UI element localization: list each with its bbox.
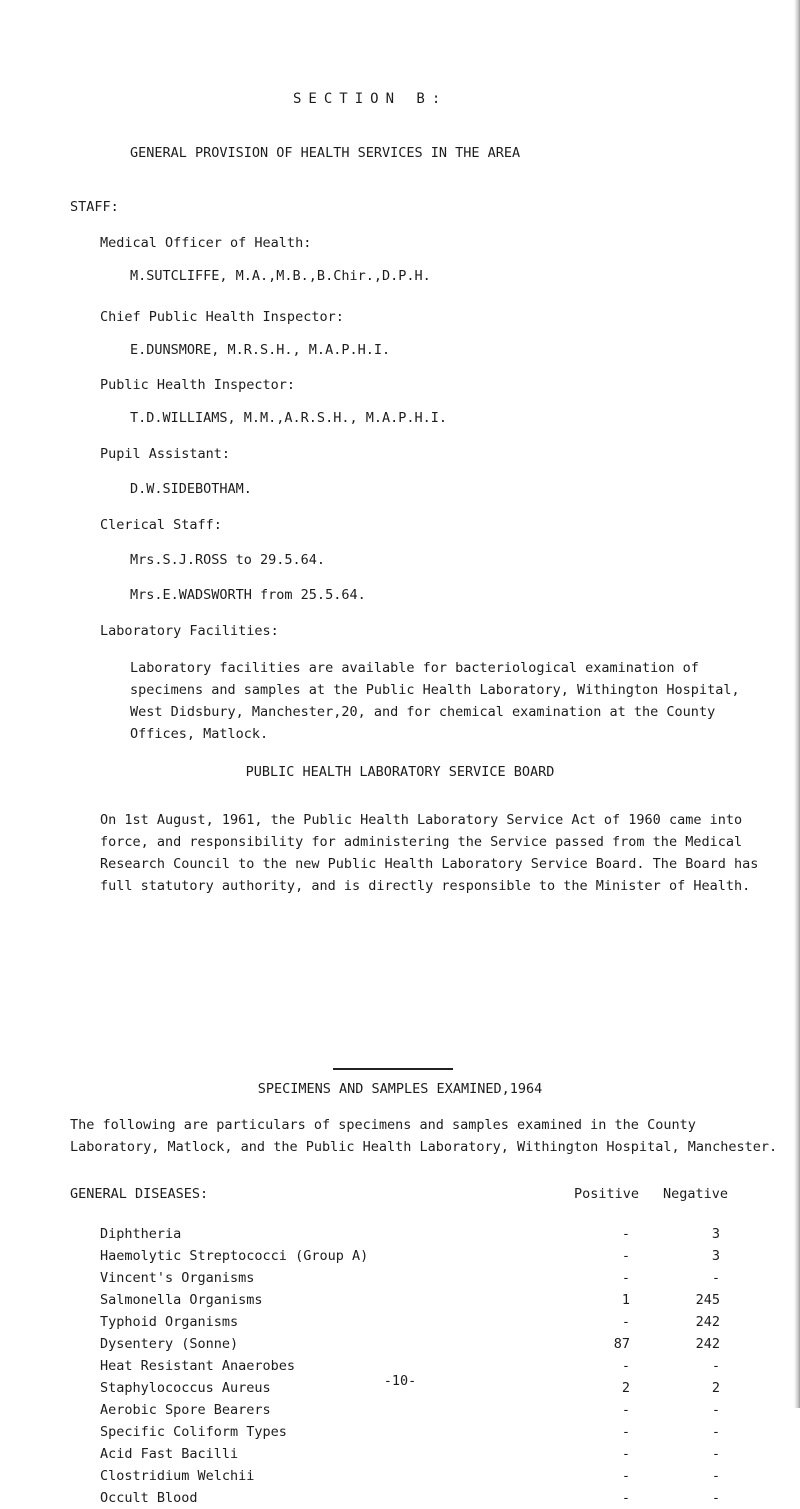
col-positive-header: Positive <box>574 1186 640 1202</box>
row-positive: - <box>621 1226 630 1242</box>
row-negative: 2 <box>711 1380 720 1396</box>
lab-label: Laboratory Facilities: <box>100 623 279 639</box>
row-positive: - <box>621 1468 630 1484</box>
row-negative: 242 <box>695 1314 720 1330</box>
row-negative: 245 <box>695 1292 720 1308</box>
staff-heading: STAFF: <box>70 199 119 215</box>
row-name: Salmonella Organisms <box>100 1292 263 1308</box>
section-heading: SECTION B: <box>293 91 448 107</box>
row-positive: - <box>621 1248 630 1264</box>
row-name: Heat Resistant Anaerobes <box>100 1358 296 1374</box>
specimens-intro: The following are particulars of specimens and samples examined in the County Laboratory, Matlock, and the Public Health Laboratory, Withington Hospital, Manchester. <box>70 1117 778 1155</box>
table-row <box>100 1487 720 1509</box>
divider-rule <box>333 1068 453 1070</box>
row-negative: 242 <box>695 1336 720 1352</box>
row-name: Vincent's Organisms <box>100 1270 255 1286</box>
page-edge-shadow <box>794 0 800 1408</box>
staff-label-pupil: Pupil Assistant: <box>100 446 231 462</box>
row-negative: - <box>711 1468 720 1484</box>
row-name: Haemolytic Streptococci (Group A) <box>100 1248 369 1264</box>
row-negative: - <box>711 1490 720 1506</box>
page-title: GENERAL PROVISION OF HEALTH SERVICES IN THE AREA <box>130 145 521 161</box>
results-table <box>100 1223 720 1509</box>
row-positive: - <box>621 1446 630 1462</box>
row-name: Typhoid Organisms <box>100 1314 239 1330</box>
row-negative: 3 <box>711 1226 720 1242</box>
table-row <box>100 1289 720 1311</box>
row-name: Staphylococcus Aureus <box>100 1380 271 1396</box>
row-positive: 1 <box>621 1292 630 1308</box>
row-positive: - <box>621 1314 630 1330</box>
row-positive: - <box>621 1358 630 1374</box>
specimens-heading: SPECIMENS AND SAMPLES EXAMINED,1964 <box>257 1081 543 1097</box>
row-negative: - <box>711 1424 720 1440</box>
staff-label-chief-inspector: Chief Public Health Inspector: <box>100 309 344 325</box>
row-name: Acid Fast Bacilli <box>100 1446 239 1462</box>
board-paragraph: On 1st August, 1961, the Public Health Laboratory Service Act of 1960 came into force, and responsibility for administering the Service passed from the Medical Research Council to the new Public Health Laboratory Service Board. The Board has full statutory authority, and is directly responsible to the Minister of Health. <box>100 812 759 894</box>
table-row <box>100 1245 720 1267</box>
table-row <box>100 1399 720 1421</box>
table-row <box>100 1465 720 1487</box>
staff-value-clerical-2: Mrs.E.WADSWORTH from 25.5.64. <box>130 587 366 603</box>
row-positive: 87 <box>613 1336 630 1352</box>
row-name: Aerobic Spore Bearers <box>100 1402 271 1418</box>
row-negative: - <box>711 1402 720 1418</box>
staff-value-inspector: T.D.WILLIAMS, M.M.,A.R.S.H., M.A.P.H.I. <box>130 410 447 426</box>
row-name: Specific Coliform Types <box>100 1424 287 1440</box>
board-heading: PUBLIC HEALTH LABORATORY SERVICE BOARD <box>245 764 555 780</box>
col-negative-header: Negative <box>663 1186 729 1202</box>
staff-label-moh: Medical Officer of Health: <box>100 235 312 251</box>
staff-value-clerical-1: Mrs.S.J.ROSS to 29.5.64. <box>130 552 326 568</box>
row-positive: - <box>621 1424 630 1440</box>
row-positive: - <box>621 1402 630 1418</box>
table-row <box>100 1421 720 1443</box>
row-name: Occult Blood <box>100 1490 198 1506</box>
table-row <box>100 1443 720 1465</box>
row-positive: - <box>621 1490 630 1506</box>
row-name: Clostridium Welchii <box>100 1468 255 1484</box>
row-negative: - <box>711 1270 720 1286</box>
row-negative: - <box>711 1358 720 1374</box>
row-positive: - <box>621 1270 630 1286</box>
staff-value-pupil: D.W.SIDEBOTHAM. <box>130 481 252 497</box>
table-row <box>100 1311 720 1333</box>
table-row <box>100 1223 720 1245</box>
table-row <box>100 1267 720 1289</box>
staff-value-moh: M.SUTCLIFFE, M.A.,M.B.,B.Chir.,D.P.H. <box>130 268 431 284</box>
staff-label-clerical: Clerical Staff: <box>100 517 222 533</box>
table-row <box>100 1333 720 1355</box>
row-positive: 2 <box>621 1380 630 1396</box>
row-name: Dysentery (Sonne) <box>100 1336 239 1352</box>
staff-value-chief-inspector: E.DUNSMORE, M.R.S.H., M.A.P.H.I. <box>130 342 391 358</box>
row-negative: 3 <box>711 1248 720 1264</box>
row-negative: - <box>711 1446 720 1462</box>
staff-label-inspector: Public Health Inspector: <box>100 377 296 393</box>
page-number: -10- <box>383 1373 417 1389</box>
table-heading: GENERAL DISEASES: <box>70 1186 209 1202</box>
lab-paragraph: Laboratory facilities are available for bacteriological examination of specimens and samples at the Public Health Laboratory, Withington Hospital, West Didsbury, Manchester,20, and for chemical examination at the County Offices, Matlock. <box>130 660 740 742</box>
row-name: Diphtheria <box>100 1226 182 1242</box>
